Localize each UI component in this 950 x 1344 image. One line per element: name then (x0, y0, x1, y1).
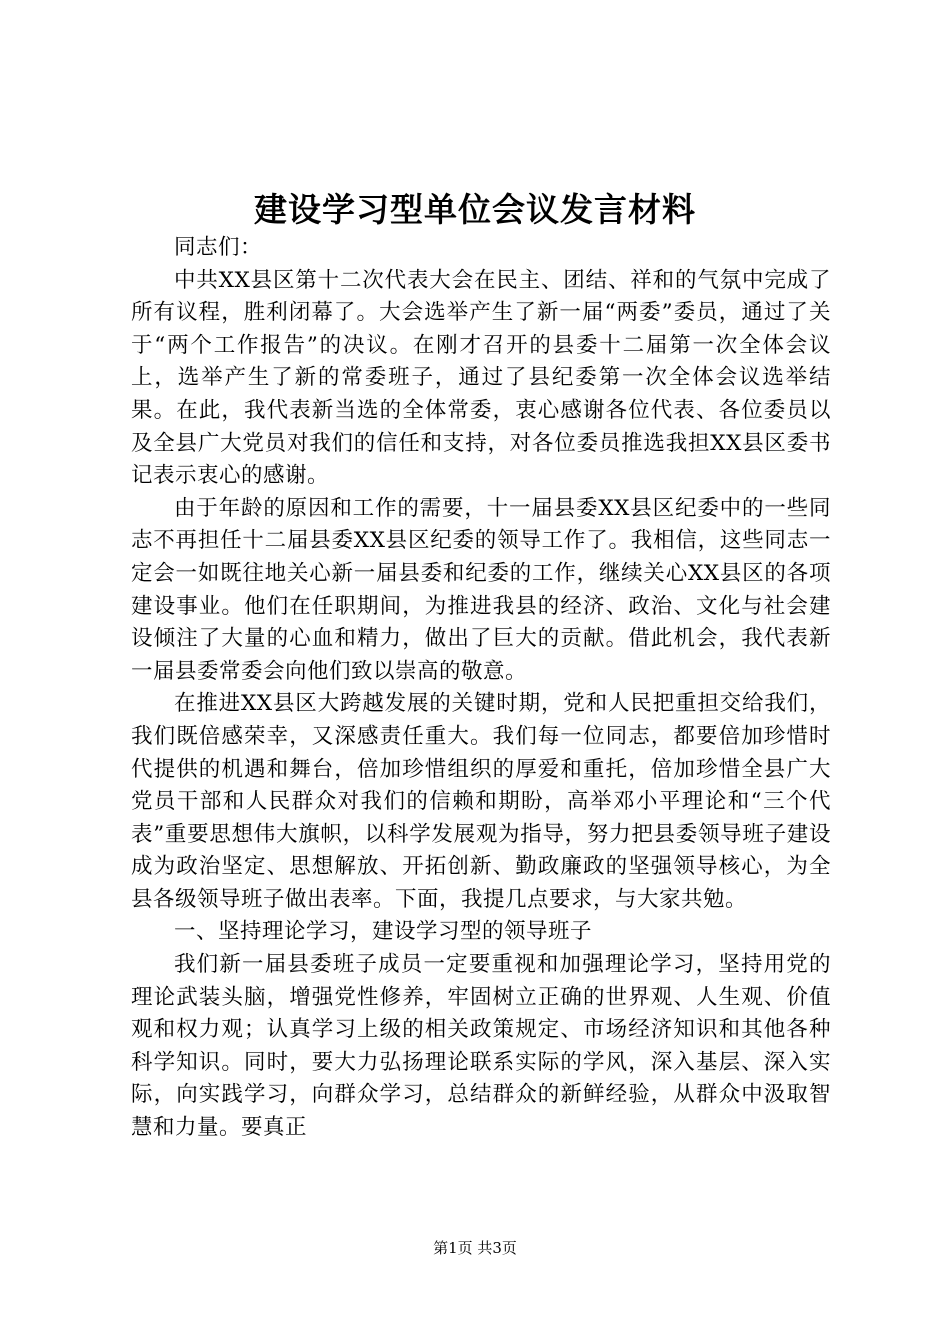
body-paragraph: 中共XX县区第十二次代表大会在民主、团结、祥和的气氛中完成了所有议程，胜利闭幕了。大会选举产生了新一届“两委”委员，通过了关于“两个工作报告”的决议。在刚才召开的县委十二届第一次全体会议上，选举产生了新的常委班子，通过了县纪委第一次全体会议选举结果。在此，我代表新当选的全体常委，衷心感谢各位代表、各位委员以及全县广大党员对我们的信任和支持，对各位委员推选我担XX县区委书记表示衷心的感谢。 (131, 267, 831, 489)
salutation-paragraph: 同志们： (174, 235, 263, 260)
page-footer (0, 1238, 950, 1258)
body-paragraph: 在推进XX县区大跨越发展的关键时期，党和人民把重担交给我们，我们既倍感荣幸，又深感责任重大。我们每一位同志，都要倍加珍惜时代提供的机遇和舞台，倍加珍惜组织的厚爱和重托，倍加珍惜全县广大党员干部和人民群众对我们的信赖和期盼，高举邓小平理论和“三个代表”重要思想伟大旗帜，以科学发展观为指导，努力把县委领导班子建设成为政治坚定、思想解放、开拓创新、勤政廉政的坚强领导核心，为全县各级领导班子做出表率。下面，我提几点要求，与大家共勉。 (131, 691, 831, 912)
document-title: 建设学习型单位会议发言材料 (254, 190, 696, 229)
body-paragraph: 由于年龄的原因和工作的需要，十一届县委XX县区纪委中的一些同志不再担任十二届县委XX县区纪委的领导工作了。我相信，这些同志一定会一如既往地关心新一届县委和纪委的工作，继续关心XX县区的各项建设事业。他们在任职期间，为推进我县的经济、政治、文化与社会建设倾注了大量的心血和精力，做出了巨大的贡献。借此机会，我代表新一届县委常委会向他们致以崇高的敬意。 (131, 495, 831, 684)
page-number: 第1页 (433, 1239, 473, 1257)
body-paragraph: 我们新一届县委班子成员一定要重视和加强理论学习，坚持用党的理论武装头脑，增强党性修养，牢固树立正确的世界观、人生观、价值观和权力观；认真学习上级的相关政策规定、市场经济知识和其他各种科学知识。同时，要大力弘扬理论联系实际的学风，深入基层、深入实际，向实践学习，向群众学习，总结群众的新鲜经验，从群众中汲取智慧和力量。要真正 (131, 952, 831, 1141)
document-body (131, 232, 831, 1145)
section-heading: 一、坚持理论学习，建设学习型的领导班子 (174, 919, 593, 945)
page-total: 共3页 (477, 1239, 517, 1257)
